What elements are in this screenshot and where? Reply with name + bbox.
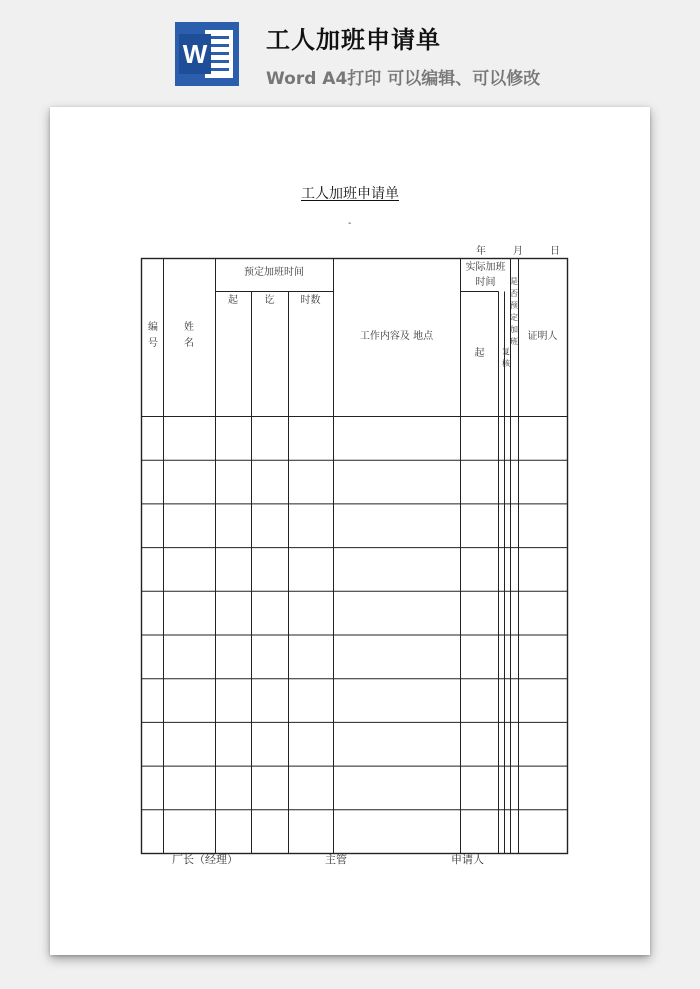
footer-supervisor: 主管 (325, 853, 347, 866)
header-planned-start: 起 (228, 295, 238, 306)
footer-applicant: 申请人 (451, 853, 484, 866)
header-number: 编号 (148, 322, 158, 349)
banner-subtitle: Word A4打印 可以编辑、可以修改 (266, 69, 541, 89)
header-planned-hours: 时数 (300, 295, 321, 306)
date-month-label: 月 (513, 246, 523, 257)
date-year-label: 年 (476, 246, 486, 257)
header-planned-time: 预定加班时间 (244, 267, 304, 278)
title-dash: - (348, 218, 352, 229)
footer-factory-manager: 厂长（经理） (172, 853, 238, 866)
header-actual-time: 实际加班时间 (465, 262, 506, 288)
header-work-content: 工作内容及 地点 (359, 331, 434, 342)
document-title: 工人加班申请单 (301, 186, 399, 202)
header-name: 姓名 (184, 322, 194, 349)
header-review: 复核 (502, 347, 510, 368)
svg-text:W: W (182, 39, 208, 69)
header-planned-end: 讫 (264, 295, 275, 306)
header-actual-start: 起 (474, 348, 485, 359)
header-planned-flag: 是否预定加班 (510, 277, 518, 346)
header-witness: 证明人 (527, 331, 558, 342)
date-day-label: 日 (550, 246, 560, 257)
banner-title: 工人加班申请单 (266, 26, 441, 54)
